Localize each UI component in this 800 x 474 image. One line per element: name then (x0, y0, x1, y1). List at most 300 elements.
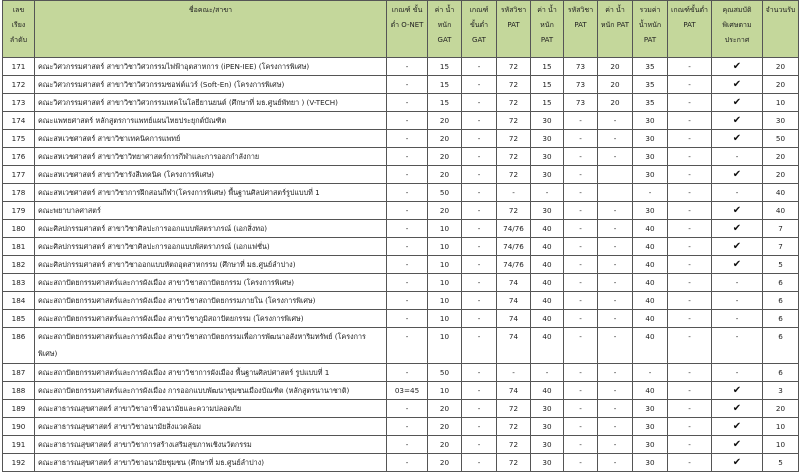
cell-name: คณะสาธารณสุขศาสตร์ สาขาวิชาอนามัยสิ่งแวดล้อม (35, 418, 387, 436)
cell-gat-weight: 15 (428, 94, 462, 112)
cell-gat-weight: 20 (428, 436, 462, 454)
cell-pat-code-1: 74 (497, 310, 531, 328)
cell-name: คณะสถาปัตยกรรมศาสตร์และการผังเมือง สาขาวิชาสถาปัตยกรรมภายใน (โครงการพิเศษ) (35, 292, 387, 310)
cell-pat-min: - (668, 292, 712, 310)
check-icon: ✔ (712, 166, 763, 184)
cell-pat-total: 35 (633, 76, 668, 94)
cell-name: คณะสหเวชศาสตร์ สาขาวิชาการฝึกสอนกีฬา(โครงการพิเศษ) พื้นฐานศิลปศาสตร์รูปแบบที่ 1 (35, 184, 387, 202)
cell-pat-code-1: 72 (497, 58, 531, 76)
cell-pat-total: 30 (633, 400, 668, 418)
cell-onet-min: - (387, 238, 428, 256)
cell-num: 189 (3, 400, 35, 418)
cell-num: 184 (3, 292, 35, 310)
cell-pat-weight-1: 30 (531, 166, 564, 184)
cell-name: คณะสาธารณสุขศาสตร์ สาขาวิชาอนามัยชุมชน (ศึกษาที่ มธ.ศูนย์ลำปาง) (35, 454, 387, 472)
cell-seats: 40 (763, 184, 799, 202)
cell-num: 188 (3, 382, 35, 400)
cell-pat-weight-1: - (531, 184, 564, 202)
check-icon: ✔ (712, 238, 763, 256)
cell-seats: 20 (763, 58, 799, 76)
cell-pat-min: - (668, 76, 712, 94)
cell-name: คณะแพทยศาสตร์ หลักสูตรการแพทย์แผนไทยประยุกต์บัณฑิต (35, 112, 387, 130)
cell-pat-total: 40 (633, 274, 668, 292)
cell-gat-min: - (462, 400, 497, 418)
table-row (3, 148, 799, 166)
cell-pat-total: 40 (633, 256, 668, 274)
cell-pat-weight-1: 30 (531, 202, 564, 220)
check-icon: ✔ (712, 94, 763, 112)
header-name: ชื่อคณะ/สาขา (35, 1, 387, 58)
check-icon: ✔ (712, 58, 763, 76)
table-row (3, 292, 799, 310)
cell-name: คณะพยาบาลศาสตร์ (35, 202, 387, 220)
cell-pat-total: 35 (633, 94, 668, 112)
header-pat-code-2: รหัสวิชา PAT (564, 1, 598, 58)
check-icon: ✔ (712, 202, 763, 220)
cell-name: คณะวิศวกรรมศาสตร์ สาขาวิชาวิศวกรรมเทคโนโลยียานยนต์ (ศึกษาที่ มธ.ศูนย์พัทยา ) (V-TECH) (35, 94, 387, 112)
cell-pat-min: - (668, 166, 712, 184)
cell-seats: 6 (763, 328, 799, 364)
cell-name: คณะสหเวชศาสตร์ สาขาวิชารังสีเทคนิค (โครงการพิเศษ) (35, 166, 387, 184)
cell-name: คณะศิลปกรรมศาสตร์ สาขาวิชาศิลปะการออกแบบพัสตราภรณ์ (เอกสิ่งทอ) (35, 220, 387, 238)
cell-pat-code-2: - (564, 382, 598, 400)
cell-pat-code-1: 72 (497, 130, 531, 148)
cell-pat-code-2: - (564, 256, 598, 274)
cell-pat-min: - (668, 238, 712, 256)
cell-pat-weight-1: 30 (531, 454, 564, 472)
cell-pat-code-1: 72 (497, 454, 531, 472)
cell-name: คณะสถาปัตยกรรมศาสตร์และการผังเมือง สาขาวิชาสถาปัตยกรรมเพื่อการพัฒนาอสังหาริมทรัพย์ (โครงการพิเศษ) (35, 328, 387, 364)
table-row (3, 364, 799, 382)
cell-pat-total: 35 (633, 58, 668, 76)
cell-onet-min: - (387, 364, 428, 382)
cell-pat-code-1: 74/76 (497, 256, 531, 274)
cell-onet-min: - (387, 274, 428, 292)
check-icon: ✔ (712, 382, 763, 400)
cell-seats: 20 (763, 148, 799, 166)
table-row (3, 202, 799, 220)
table-body (3, 58, 799, 472)
cell-pat-code-1: 72 (497, 400, 531, 418)
cell-onet-min: - (387, 292, 428, 310)
cell-pat-total: 40 (633, 238, 668, 256)
cell-pat-code-1: 74 (497, 382, 531, 400)
cell-pat-code-2: - (564, 310, 598, 328)
cell-num: 174 (3, 112, 35, 130)
cell-num: 191 (3, 436, 35, 454)
cell-seats: 10 (763, 418, 799, 436)
cell-gat-min: - (462, 58, 497, 76)
cell-pat-code-2: - (564, 130, 598, 148)
cell-num: 175 (3, 130, 35, 148)
cell-gat-min: - (462, 166, 497, 184)
cell-pat-weight-1: 30 (531, 436, 564, 454)
cell-pat-code-2: - (564, 238, 598, 256)
cell-pat-weight-2: - (598, 364, 633, 382)
cell-seats: 6 (763, 292, 799, 310)
header-gat-min: เกณฑ์ ขั้นต่ำ GAT (462, 1, 497, 58)
check-icon: ✔ (712, 454, 763, 472)
cell-onet-min: - (387, 112, 428, 130)
cell-pat-weight-1: - (531, 364, 564, 382)
check-icon: ✔ (712, 76, 763, 94)
cell-onet-min: - (387, 184, 428, 202)
cell-name: คณะสาธารณสุขศาสตร์ สาขาวิชาการสร้างเสริมสุขภาพเชิงนวัตกรรม (35, 436, 387, 454)
cell-gat-weight: 50 (428, 184, 462, 202)
cell-pat-code-1: - (497, 364, 531, 382)
cell-pat-weight-2: - (598, 328, 633, 364)
cell-pat-code-2: - (564, 220, 598, 238)
cell-num: 179 (3, 202, 35, 220)
cell-pat-min: - (668, 148, 712, 166)
header-pat-weight-1: ค่า น้ำหนัก PAT (531, 1, 564, 58)
table-header (3, 1, 799, 58)
cell-onet-min: - (387, 418, 428, 436)
cell-gat-min: - (462, 256, 497, 274)
cell-gat-min: - (462, 238, 497, 256)
cell-seats: 40 (763, 202, 799, 220)
cell-pat-code-2: 73 (564, 76, 598, 94)
cell-gat-weight: 20 (428, 400, 462, 418)
cell-gat-weight: 15 (428, 76, 462, 94)
cell-gat-min: - (462, 292, 497, 310)
cell-pat-min: - (668, 202, 712, 220)
table-row (3, 274, 799, 292)
cell-pat-code-1: 74 (497, 328, 531, 364)
cell-gat-weight: 20 (428, 454, 462, 472)
cell-pat-code-1: 74/76 (497, 220, 531, 238)
cell-pat-min: - (668, 418, 712, 436)
cell-num: 186 (3, 328, 35, 364)
header-pat-code-1: รหัสวิชา PAT (497, 1, 531, 58)
header-gat-weight: ค่า น้ำหนัก GAT (428, 1, 462, 58)
cell-gat-weight: 50 (428, 364, 462, 382)
cell-gat-weight: 10 (428, 238, 462, 256)
cell-pat-total: - (633, 364, 668, 382)
header-pat-weight-2: ค่า น้ำหนัก PAT (598, 1, 633, 58)
cell-qualification: - (712, 274, 763, 292)
cell-pat-weight-1: 30 (531, 148, 564, 166)
cell-gat-weight: 20 (428, 418, 462, 436)
check-icon: ✔ (712, 256, 763, 274)
cell-name: คณะสหเวชศาสตร์ สาขาวิชาวิทยาศาสตร์การกีฬาและการออกกำลังกาย (35, 148, 387, 166)
cell-onet-min: - (387, 130, 428, 148)
cell-pat-total: 30 (633, 130, 668, 148)
cell-pat-weight-2 (598, 166, 633, 184)
table-row (3, 166, 799, 184)
cell-pat-code-2: 73 (564, 94, 598, 112)
cell-qualification: - (712, 148, 763, 166)
cell-pat-weight-1: 40 (531, 382, 564, 400)
cell-pat-weight-1: 30 (531, 112, 564, 130)
cell-gat-min: - (462, 382, 497, 400)
cell-onet-min: - (387, 436, 428, 454)
cell-pat-code-2: - (564, 328, 598, 364)
cell-onet-min: - (387, 94, 428, 112)
cell-name: คณะวิศวกรรมศาสตร์ สาขาวิชาวิศวกรรมไฟฟ้าอุตสาหการ (iPEN-IEE) (โครงการพิเศษ) (35, 58, 387, 76)
cell-pat-weight-2: - (598, 130, 633, 148)
cell-pat-weight-1: 40 (531, 292, 564, 310)
cell-onet-min: - (387, 328, 428, 364)
cell-pat-weight-2: - (598, 220, 633, 238)
cell-pat-min: - (668, 328, 712, 364)
cell-pat-min: - (668, 184, 712, 202)
cell-onet-min: - (387, 256, 428, 274)
cell-pat-weight-1: 40 (531, 328, 564, 364)
cell-onet-min: - (387, 220, 428, 238)
cell-num: 176 (3, 148, 35, 166)
cell-pat-code-1: 72 (497, 94, 531, 112)
cell-pat-weight-2: - (598, 202, 633, 220)
cell-pat-weight-2: - (598, 238, 633, 256)
cell-gat-weight: 10 (428, 256, 462, 274)
cell-pat-code-2: - (564, 166, 598, 184)
cell-seats: 7 (763, 220, 799, 238)
cell-pat-code-2: - (564, 148, 598, 166)
cell-pat-weight-2: - (598, 436, 633, 454)
cell-seats: 5 (763, 454, 799, 472)
cell-gat-weight: 10 (428, 328, 462, 364)
cell-pat-code-2: - (564, 454, 598, 472)
table-row (3, 418, 799, 436)
cell-pat-total: 30 (633, 436, 668, 454)
cell-seats: 20 (763, 166, 799, 184)
cell-num: 190 (3, 418, 35, 436)
cell-gat-min: - (462, 418, 497, 436)
cell-pat-code-2: - (564, 364, 598, 382)
cell-pat-code-2: - (564, 292, 598, 310)
cell-pat-weight-2: 20 (598, 94, 633, 112)
cell-pat-total: 40 (633, 292, 668, 310)
cell-gat-weight: 10 (428, 310, 462, 328)
cell-seats: 5 (763, 256, 799, 274)
cell-gat-min: - (462, 148, 497, 166)
table-row (3, 184, 799, 202)
cell-num: 173 (3, 94, 35, 112)
cell-gat-min: - (462, 184, 497, 202)
cell-pat-weight-2: - (598, 418, 633, 436)
cell-pat-total: 30 (633, 112, 668, 130)
cell-pat-code-2: 73 (564, 58, 598, 76)
cell-gat-weight: 20 (428, 112, 462, 130)
cell-pat-weight-2 (598, 184, 633, 202)
check-icon: ✔ (712, 220, 763, 238)
cell-num: 181 (3, 238, 35, 256)
cell-pat-code-2: - (564, 400, 598, 418)
cell-gat-min: - (462, 310, 497, 328)
cell-gat-weight: 10 (428, 274, 462, 292)
cell-gat-min: - (462, 130, 497, 148)
cell-pat-weight-1: 40 (531, 220, 564, 238)
table-row (3, 238, 799, 256)
header-seats: จำนวนรับ (763, 1, 799, 58)
cell-qualification: - (712, 184, 763, 202)
cell-pat-weight-1: 40 (531, 256, 564, 274)
cell-num: 192 (3, 454, 35, 472)
table-row (3, 382, 799, 400)
cell-pat-min: - (668, 58, 712, 76)
cell-pat-code-2: - (564, 112, 598, 130)
cell-pat-weight-2: - (598, 256, 633, 274)
cell-pat-min: - (668, 436, 712, 454)
table-row (3, 400, 799, 418)
cell-pat-code-2: - (564, 418, 598, 436)
cell-seats: 20 (763, 400, 799, 418)
cell-pat-weight-2: - (598, 112, 633, 130)
cell-seats: 10 (763, 436, 799, 454)
cell-num: 182 (3, 256, 35, 274)
cell-pat-code-1: 72 (497, 202, 531, 220)
cell-num: 185 (3, 310, 35, 328)
cell-pat-code-1: 74 (497, 292, 531, 310)
check-icon: ✔ (712, 112, 763, 130)
cell-pat-weight-1: 30 (531, 418, 564, 436)
cell-pat-weight-2: 20 (598, 58, 633, 76)
cell-name: คณะสถาปัตยกรรมศาสตร์และการผังเมือง สาขาวิชาสถาปัตยกรรม (โครงการพิเศษ) (35, 274, 387, 292)
cell-seats: 3 (763, 382, 799, 400)
cell-gat-min: - (462, 454, 497, 472)
cell-pat-weight-1: 40 (531, 274, 564, 292)
cell-pat-code-1: - (497, 184, 531, 202)
cell-pat-min: - (668, 94, 712, 112)
header-num: เลข เรียง ลำดับ (3, 1, 35, 58)
cell-pat-weight-2: - (598, 400, 633, 418)
cell-pat-total: 30 (633, 166, 668, 184)
cell-pat-min: - (668, 310, 712, 328)
cell-seats: 10 (763, 94, 799, 112)
cell-pat-code-1: 72 (497, 166, 531, 184)
cell-num: 180 (3, 220, 35, 238)
cell-gat-min: - (462, 274, 497, 292)
cell-pat-code-2: - (564, 184, 598, 202)
cell-num: 187 (3, 364, 35, 382)
cell-pat-weight-2: - (598, 454, 633, 472)
cell-gat-min: - (462, 202, 497, 220)
cell-onet-min: - (387, 400, 428, 418)
cell-pat-total: 40 (633, 310, 668, 328)
header-pat-total: รวมค่า น้ำหนัก PAT (633, 1, 668, 58)
table-row (3, 220, 799, 238)
cell-qualification: - (712, 364, 763, 382)
cell-pat-min: - (668, 274, 712, 292)
header-onet-min: เกณฑ์ ขั้นต่ำ O-NET (387, 1, 428, 58)
cell-pat-code-1: 74/76 (497, 238, 531, 256)
table-row (3, 454, 799, 472)
cell-num: 172 (3, 76, 35, 94)
cell-gat-weight: 20 (428, 130, 462, 148)
cell-pat-code-2: - (564, 202, 598, 220)
cell-pat-code-1: 72 (497, 76, 531, 94)
cell-gat-weight: 20 (428, 202, 462, 220)
table-row (3, 328, 799, 364)
cell-name: คณะสาธารณสุขศาสตร์ สาขาวิชาอาชีวอนามัยและความปลอดภัย (35, 400, 387, 418)
cell-pat-weight-1: 30 (531, 130, 564, 148)
cell-qualification: - (712, 310, 763, 328)
cell-pat-min: - (668, 382, 712, 400)
header-pat-min: เกณฑ์ขั้นต่ำ PAT (668, 1, 712, 58)
cell-pat-weight-2: - (598, 148, 633, 166)
cell-pat-code-1: 72 (497, 148, 531, 166)
table-row (3, 256, 799, 274)
cell-onet-min: - (387, 166, 428, 184)
cell-pat-total: 40 (633, 220, 668, 238)
cell-seats: 6 (763, 274, 799, 292)
cell-qualification: - (712, 292, 763, 310)
cell-pat-min: - (668, 256, 712, 274)
cell-gat-weight: 20 (428, 166, 462, 184)
cell-gat-min: - (462, 76, 497, 94)
cell-seats: 30 (763, 112, 799, 130)
cell-pat-min: - (668, 400, 712, 418)
cell-name: คณะสถาปัตยกรรมศาสตร์และการผังเมือง สาขาวิชาภูมิสถาปัตยกรรม (โครงการพิเศษ) (35, 310, 387, 328)
check-icon: ✔ (712, 400, 763, 418)
cell-gat-weight: 10 (428, 382, 462, 400)
cell-gat-min: - (462, 94, 497, 112)
cell-pat-weight-2: - (598, 292, 633, 310)
check-icon: ✔ (712, 418, 763, 436)
cell-seats: 7 (763, 238, 799, 256)
cell-onet-min: - (387, 310, 428, 328)
cell-seats: 20 (763, 76, 799, 94)
cell-pat-min: - (668, 454, 712, 472)
cell-pat-min: - (668, 112, 712, 130)
cell-name: คณะสถาปัตยกรรมศาสตร์และการผังเมือง สาขาวิชาการผังเมือง พื้นฐานศิลปศาสตร์ รูปแบบที่ 1 (35, 364, 387, 382)
cell-gat-min: - (462, 112, 497, 130)
cell-pat-weight-2: - (598, 382, 633, 400)
cell-gat-weight: 15 (428, 58, 462, 76)
cell-gat-min: - (462, 328, 497, 364)
cell-pat-total: 40 (633, 328, 668, 364)
cell-seats: 50 (763, 130, 799, 148)
cell-pat-code-1: 72 (497, 112, 531, 130)
cell-num: 178 (3, 184, 35, 202)
check-icon: ✔ (712, 436, 763, 454)
cell-gat-weight: 20 (428, 148, 462, 166)
cell-num: 183 (3, 274, 35, 292)
cell-qualification: - (712, 328, 763, 364)
header-qualification: คุณสมบัติ พิเศษตาม ประกาศ (712, 1, 763, 58)
cell-onet-min: - (387, 76, 428, 94)
cell-gat-weight: 10 (428, 292, 462, 310)
table-row (3, 112, 799, 130)
cell-pat-total: 30 (633, 202, 668, 220)
table-row (3, 310, 799, 328)
cell-pat-min: - (668, 220, 712, 238)
cell-pat-code-1: 74 (497, 274, 531, 292)
cell-onet-min: - (387, 58, 428, 76)
cell-pat-weight-2: - (598, 274, 633, 292)
cell-pat-weight-1: 40 (531, 238, 564, 256)
cell-name: คณะวิศวกรรมศาสตร์ สาขาวิชาวิศวกรรมซอฟต์แวร์ (Soft-En) (โครงการพิเศษ) (35, 76, 387, 94)
cell-onet-min: 03=45 (387, 382, 428, 400)
cell-pat-weight-1: 30 (531, 400, 564, 418)
cell-pat-min: - (668, 130, 712, 148)
cell-pat-weight-1: 15 (531, 94, 564, 112)
table-row (3, 94, 799, 112)
cell-name: คณะสหเวชศาสตร์ สาขาวิชาเทคนิคการแพทย์ (35, 130, 387, 148)
cell-pat-total: 30 (633, 418, 668, 436)
cell-num: 177 (3, 166, 35, 184)
cell-pat-code-1: 72 (497, 418, 531, 436)
cell-pat-code-2: - (564, 274, 598, 292)
cell-pat-weight-2: - (598, 310, 633, 328)
table-row (3, 76, 799, 94)
cell-gat-min: - (462, 364, 497, 382)
cell-seats: 6 (763, 364, 799, 382)
cell-pat-total: 30 (633, 148, 668, 166)
cell-gat-weight: 10 (428, 220, 462, 238)
cell-pat-code-1: 72 (497, 436, 531, 454)
